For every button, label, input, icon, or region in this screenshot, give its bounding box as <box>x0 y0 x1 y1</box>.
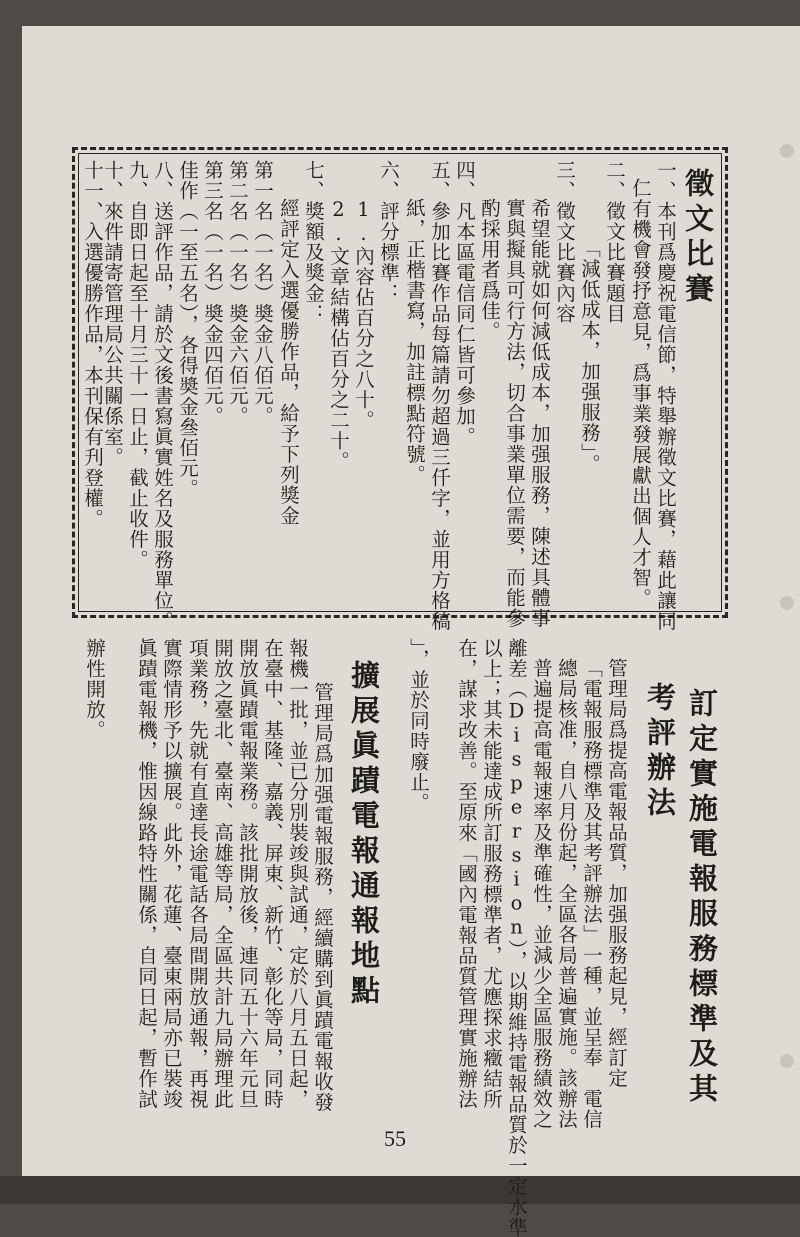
contest-line: 第三名（一名）奬金四佰元。 <box>201 160 224 427</box>
contest-title: 徵文比賽 <box>681 168 715 308</box>
contest-line: 十、來件請寄管理局公共關係室。 <box>101 160 124 468</box>
standards-line: 在，謀求改善。至原來「國內電報品質管理實施辦法 <box>455 638 478 1110</box>
standards-title: 考評辦法 <box>643 682 677 822</box>
contest-line: 三、徵文比賽內容 <box>553 160 576 324</box>
contest-line: 九、自即日起至十月三十一日止，截止收件。 <box>126 160 149 570</box>
page-gutter <box>0 1176 800 1204</box>
standards-line: 普遍提高電報速率及準確性，並減少全區服務績效之 <box>530 658 553 1130</box>
binding-hole <box>780 596 794 610</box>
standards-line: 管理局爲提高電報品質，加强服務起見，經訂定 <box>605 658 628 1089</box>
standards-line: 總局核准，自八月份起，全區各局普遍實施。該辦法 <box>555 658 578 1130</box>
telex-line: 辦性開放。 <box>83 638 106 741</box>
telex-line: 在臺中、基隆、嘉義、屏東、新竹、彰化等局，同時 <box>261 638 284 1110</box>
telex-title: 擴展眞蹟電報通報地點 <box>347 660 381 1010</box>
contest-line: 六、評分標準： <box>377 160 400 304</box>
telex-line: 報機一批，並已分別裝竣與試通，定於八月五日起， <box>286 638 309 1110</box>
contest-line: 經評定入選優勝作品，給予下列獎金 <box>277 198 300 526</box>
contest-line: 希望能就如何減低成本，加强服務，陳述具體事 <box>528 198 551 629</box>
contest-line: 第一名（一名）奬金八佰元。 <box>251 160 274 427</box>
contest-line: 酌採用者爲佳。 <box>478 198 501 342</box>
telex-line: 項業務，先就有直達長途電話各局間開放通報，再視 <box>186 638 209 1110</box>
telex-line: 實際情形予以擴展。此外，花蓮、臺東兩局亦已裝竣 <box>160 638 183 1110</box>
contest-line: 2.文章結構佔百分之二十。 <box>327 198 350 472</box>
standards-title: 訂定實施電報服務標準及其 <box>685 688 719 1108</box>
contest-line: 二、徵文比賽題目 <box>603 160 626 324</box>
standards-line: 」，並於同時廢止。 <box>407 638 430 813</box>
contest-line: 第二名（一名）奬金六佰元。 <box>226 160 249 427</box>
binding-hole <box>780 1054 794 1068</box>
standards-line: 離差（Dispersion），以期維持電報品質於一定水準 <box>505 638 528 1237</box>
telex-line: 眞蹟電報機，惟因線路特性關係，自同日起，暫作試 <box>135 638 158 1110</box>
contest-line: 實與擬具可行方法，切合事業單位需要，而能參 <box>503 198 526 629</box>
standards-line: 「電報服務標準及其考評辦法」一種，並呈奉 電信 <box>580 658 603 1130</box>
contest-line: 五、參加比賽作品每篇請勿超過三仟字，並用方格稿 <box>428 160 451 632</box>
contest-line: 十一、入選優勝作品，本刊保有刋登權。 <box>81 160 104 529</box>
binding-hole <box>780 144 794 158</box>
telex-line: 管理局爲加强電報服務，經續購到眞蹟電報收發 <box>311 682 334 1113</box>
contest-line: 「減低成本，加强服務」。 <box>578 238 601 475</box>
contest-line: 八、送評作品，請於文後書寫眞實姓名及服務單位。 <box>151 160 174 632</box>
contest-line: 七、獎額及獎金： <box>302 160 325 324</box>
contest-line: 紙，正楷書寫，加註標點符號。 <box>403 198 426 485</box>
standards-line: 以上；其未能達成所訂服務標準者，尤應探求癥結所 <box>480 638 503 1110</box>
contest-line: 1.內容佔百分之八十。 <box>352 198 375 431</box>
telex-line: 開放眞蹟電報業務。該批開放後，連同五十六年元旦 <box>236 638 259 1110</box>
page-number: 55 <box>384 1126 406 1151</box>
contest-line: 仁有機會發抒意見，爲事業發展獻出個人才智。 <box>629 178 652 609</box>
contest-line: 四、凡本區電信同仁皆可參加。 <box>453 160 476 447</box>
contest-line: 一、本刊爲慶祝電信節，特舉辦徵文比賽，藉此讓同 <box>654 160 677 632</box>
telex-line: 開放之臺北、臺南、高雄等局，全區共計九局辦理此 <box>211 638 234 1110</box>
contest-line: 佳作（一至五名），各得奬金叄佰元。 <box>176 160 199 499</box>
